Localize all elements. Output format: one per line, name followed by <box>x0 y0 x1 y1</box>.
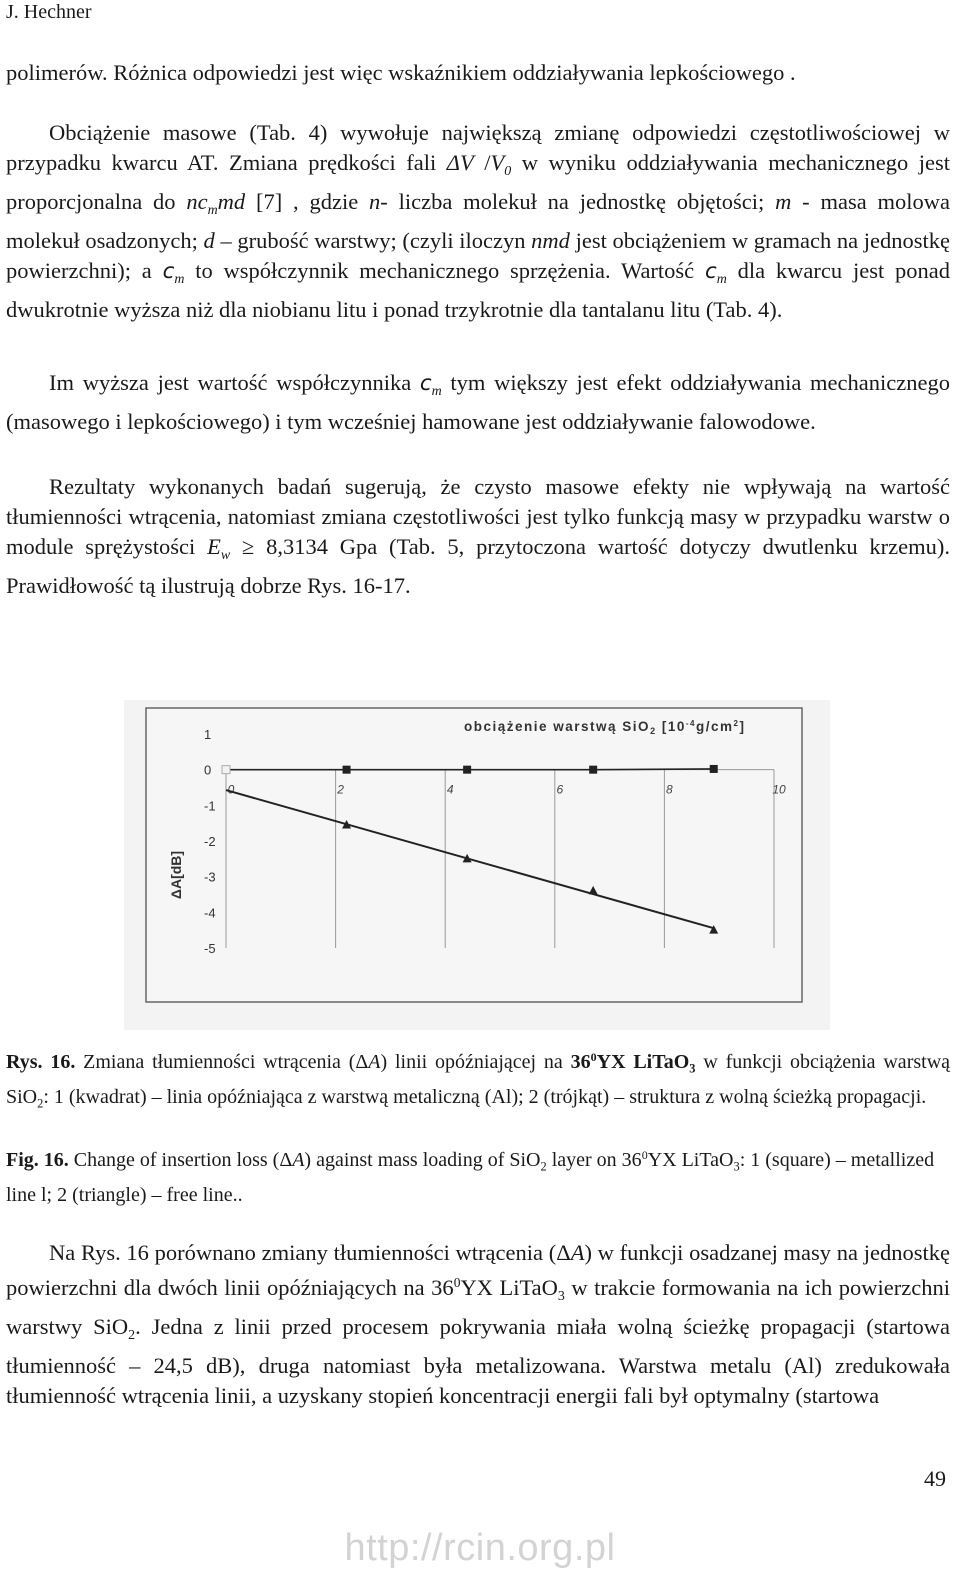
y-tick-label: -4 <box>204 905 216 921</box>
x-tick-label: 0 <box>227 782 235 797</box>
figure-16-chart <box>124 700 830 1030</box>
data-point-square <box>343 766 351 774</box>
data-point-square <box>463 766 471 774</box>
figure-caption-en: Fig. 16. Change of insertion loss (ΔA) against mass loading of SiO$_2$ layer on $36^0YX$ LiTaO$_3$: 1 (square) – metallized line l; 2 (triangle) – free line.. <box>6 1148 935 1206</box>
x-tick-label: 10 <box>772 782 786 797</box>
y-tick-label: -2 <box>204 834 216 849</box>
chart-svg <box>124 700 830 1030</box>
y-tick-label: -1 <box>204 798 216 814</box>
running-header: J. Hechner <box>6 1 92 23</box>
figure-caption-pl: Rys. 16. Zmiana tłumienności wtrącenia (ΔA) linii opóźniającej na $36^0YX$ LiTaO$_3$ w funkcji obciążenia warstwą SiO$_2$: 1 (kwadrat) – linia opóźniająca z warstwą metaliczną (Al); 2 (trójkąt) – struktura z wolną ścieżką propagacji. <box>6 1050 951 1110</box>
paragraph-2: Obciążenie masowe (Tab. 4) wywołuje największą zmianę odpowiedzi częstotliwościowej w przypadku kwarcu AT. Zmiana prędkości fali ΔV $/V_0$ w wyniku oddziaływania mechanicznego jest proporcjonalna do $nc_mmd$ [7] , gdzie n- liczba molekuł na jednostkę objętości; m - masa molowa molekuł osadzonych; d – grubość warstwy; (czyli iloczyn nmd jest obciążeniem w gramach na jednostkę powierzchni); a $c_m$ to współczynnik mechanicznego sprzężenia. Wartość $c_m$ dla kwarcu jest ponad dwukrotnie wyższa niż dla niobianu litu i ponad trzykrotnie dla tantalanu litu (Tab. 4). <box>6 120 951 322</box>
footer-watermark-url[interactable]: http://rcin.org.pl <box>344 1527 616 1569</box>
paragraph-3: Im wyższa jest wartość współczynnika $c_m$ tym większy jest efekt oddziaływania mechanicznego (masowego i lepkościowego) i tym wcześniej hamowane jest oddziaływanie falowodowe. <box>6 370 950 434</box>
x-tick-label: 2 <box>337 782 344 797</box>
paragraph-4: Rezultaty wykonanych badań sugerują, że czysto masowe efekty nie wpływają na wartość tłumienności wtrącenia, natomiast zmiana częstotliwości jest tylko funkcją masy w przypadku warstw o module sprężystości $E_w \ge 8,3134$ Gpa (Tab. 5, przytoczona wartość dotyczy dwutlenku krzemu). Prawidłowość tą ilustrują dobrze Rys. 16-17. <box>6 474 950 598</box>
paragraph-5: Na Rys. 16 porównano zmiany tłumienności wtrącenia (ΔA) w funkcji osadzanej masy na jednostkę powierzchni dla dwóch linii opóźniających na $36^0YX$ LiTaO$_3$ w trakcie formowania na ich powierzchni warstwy SiO$_2$. Jedna z linii przed procesem pokrywania miała wolną ścieżkę propagacji (startowa tłumienność – 24,5 dB), druga natomiast była metalizowana. Warstwa metalu (Al) zredukowała tłumienność wtrącenia linii, a uzyskany stopień koncentracji energii fali był optymalny (startowa <box>6 1240 951 1408</box>
y-tick-label: 0 <box>204 762 212 778</box>
y-axis-label: ΔA[dB] <box>168 850 184 900</box>
y-tick-label: 1 <box>204 727 212 742</box>
x-tick-label: 6 <box>556 782 564 797</box>
data-point-square <box>222 766 230 774</box>
data-point-square <box>589 766 597 774</box>
x-tick-label: 8 <box>666 782 673 797</box>
data-point-square <box>710 765 718 773</box>
plot-frame <box>146 708 802 1002</box>
x-tick-label: 4 <box>446 782 454 797</box>
page-number: 49 <box>924 1466 946 1491</box>
paragraph-1: polimerów. Różnica odpowiedzi jest więc wskaźnikiem oddziaływania lepkościowego . <box>6 60 796 85</box>
y-tick-label: -3 <box>204 869 216 885</box>
chart-title: obciążenie warstwą SiO$_2$ $[10^{-4}g/cm^2]$ <box>464 719 746 736</box>
y-tick-label: -5 <box>204 941 216 956</box>
